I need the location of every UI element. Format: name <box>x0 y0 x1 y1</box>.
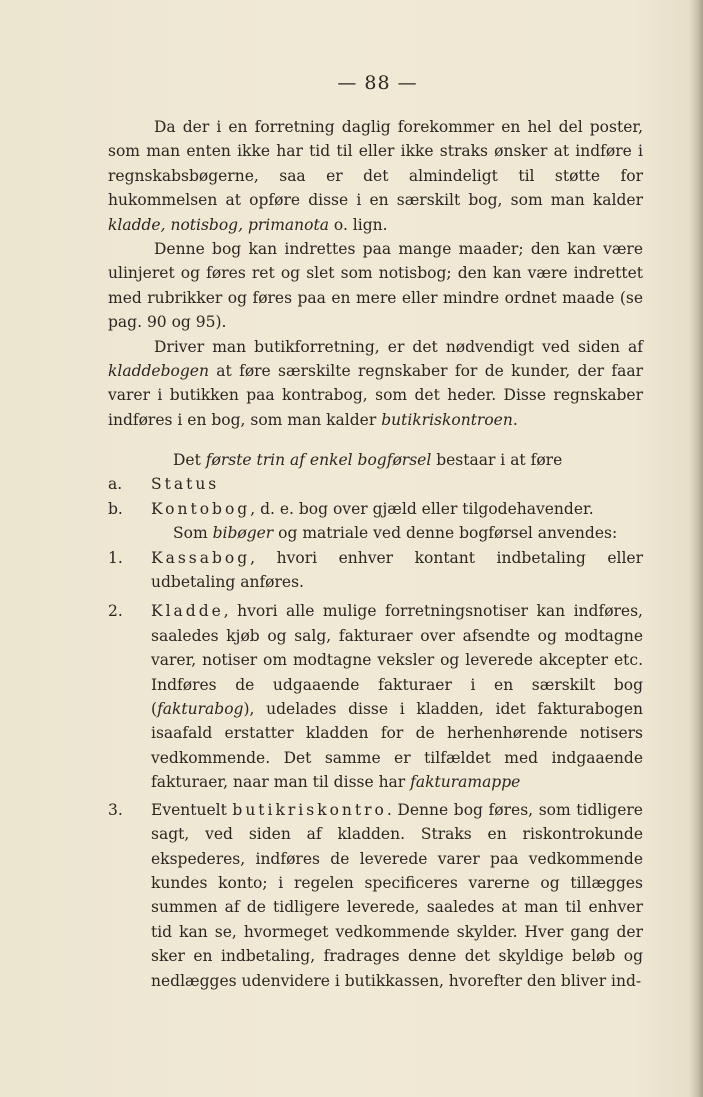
term-kladde: kladde, notisbog, primanota <box>108 215 329 234</box>
term-fakturabog: fakturabog <box>157 700 244 719</box>
list-item-1: 1. Kassabog, hvori enhver kontant indbetaling eller udbetaling anføres. <box>108 546 643 595</box>
page-spine-shadow <box>689 0 703 1097</box>
list-marker-1: 1. <box>108 548 123 567</box>
list-item-2: 2. Kladde, hvori alle mulige forretningsnotiser kan indføres, saaledes kjøb og salg, fakturaer over afsendte og modtagne varer, notiser om modtagne veksler og leverede akcepter etc. Indføres de udgaaende fakturaer i en særskilt bog (fakturabog), udelades disse i kladden, idet fakturabogen isaafald erstatter kladden for de herhenhørende notisers vedkommende. Det samme er tilfældet med indgaaende fakturaer, naar man til disse har fakturamappe <box>108 599 643 794</box>
paragraph-4: Det første trin af enkel bogførsel bestaar i at føre <box>173 451 563 469</box>
term-biboger: bibøger <box>212 524 274 543</box>
term-butikriskontroen: butikriskontroen <box>381 410 513 429</box>
list-item-a: a. Status <box>108 472 643 496</box>
list-marker-2: 2. <box>108 602 123 621</box>
term-forste-trin: første trin af enkel bogførsel <box>205 451 432 469</box>
list-marker-3: 3. <box>108 800 123 819</box>
list-marker-a: a. <box>108 475 123 494</box>
intro-text <box>108 115 643 432</box>
bookkeeping-list <box>108 448 643 993</box>
list-item-3: 3. Eventuelt butikriskontro. Denne bog føres, som tidligere sagt, ved siden af kladden. Straks en riskontrokunde ekspederes, indføres de leverede varer paa vedkommende kundes konto; i regelen specificeres varerne og tillægges summen af de tidligere leverede, saaledes at man til enhver tid kan se, hvormeget vedkommende skylder. Hver gang der sker en indbetaling, fradrages denne det skyldige beløb og nedlægges udenvidere i butikkassen, hvorefter den bliver ind- <box>108 798 643 993</box>
term-fakturamappe: fakturamappe <box>410 773 521 792</box>
page-number: — 88 — <box>337 72 418 94</box>
auxiliary-books-line: Som bibøger og matriale ved denne bogførsel anvendes: <box>173 524 618 543</box>
paragraph-3: Driver man butikforretning, er det nødvendigt ved siden af kladdebogen at føre særskilte regnskaber for de kunder, der faar varer i butikken paa kontrabog, som det heder. Disse regnskaber indføres i en bog, som man kalder butikriskontroen. <box>108 337 643 429</box>
paragraph-2: Denne bog kan indrettes paa mange maader; den kan være ulinjeret og føres ret og slet som notisbog; den kan være indrettet med rubrikker og føres paa en mere eller mindre ordnet maade (se pag. 90 og 95). <box>108 240 643 332</box>
list-item-b: b. Kontobog, d. e. bog over gjæld eller tilgodehavender. <box>108 497 643 521</box>
term-kladdebogen: kladdebogen <box>108 362 209 381</box>
list-marker-b: b. <box>108 499 123 518</box>
paragraph-1: Da der i en forretning daglig forekommer en hel del poster, som man enten ikke har tid til eller ikke straks ønsker at indføre i regnskabsbøgerne, saa er det almindeligt til støtte for hukommelsen at opføre disse i en særskilt bog, som man kalder kladde, notisbog, primanota o. lign. <box>108 118 643 234</box>
